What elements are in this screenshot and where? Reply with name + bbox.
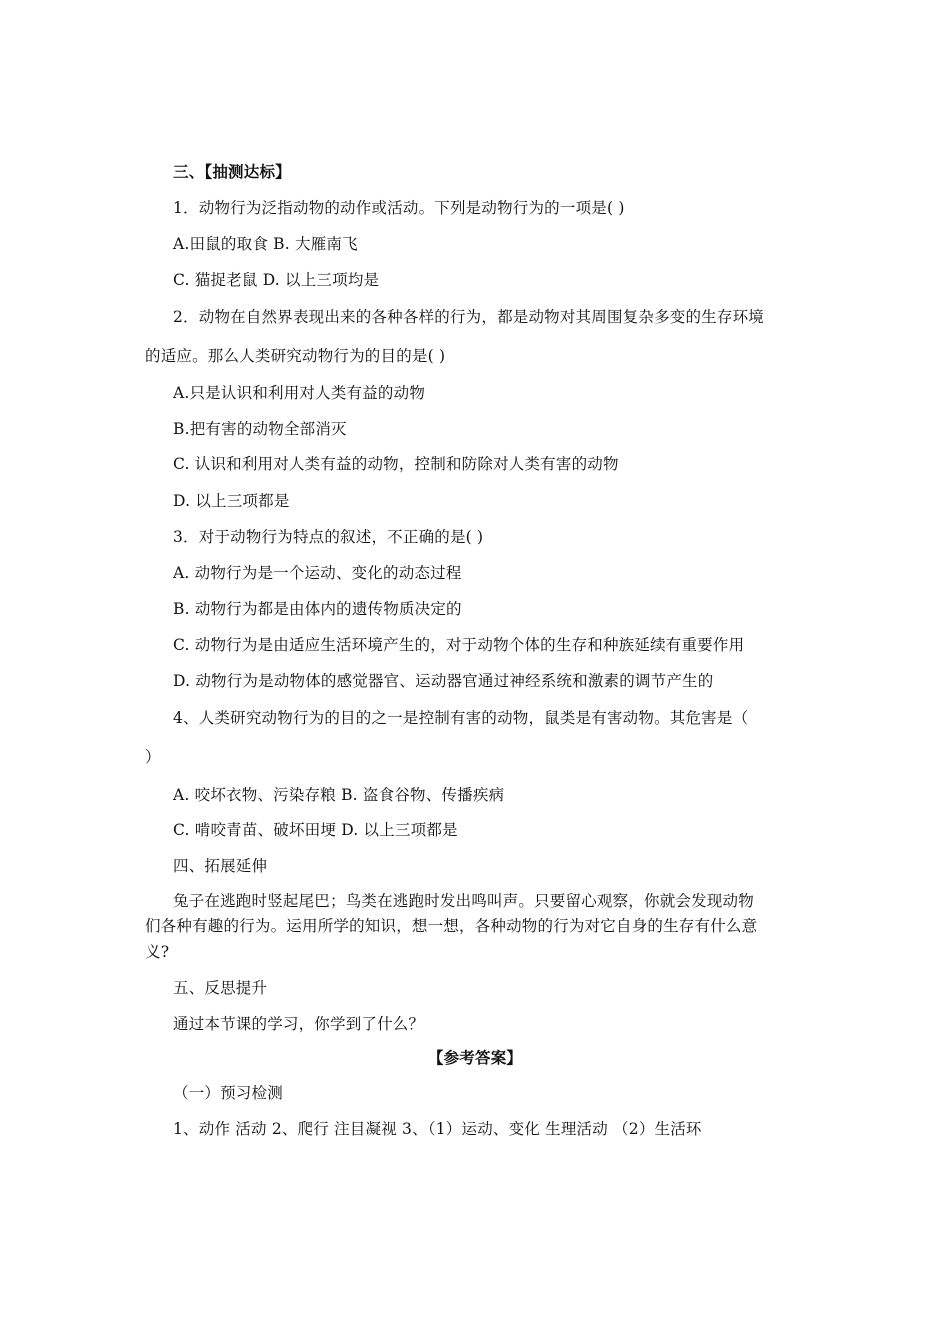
q3-option-b: B. 动物行为都是由体内的遗传物质决定的 (173, 600, 462, 618)
q4-stem-line2: ） (145, 748, 161, 766)
section3-heading: 三、【抽测达标】 (173, 162, 291, 181)
q1-stem: 1．动物行为泛指动物的动作或活动。下列是动物行为的一项是( ) (173, 199, 625, 217)
section4-para-line3: 义? (145, 943, 170, 961)
q3-option-c: C. 动物行为是由适应生活环境产生的，对于动物个体的生存和种族延续有重要作用 (173, 636, 745, 654)
q2-option-c: C. 认识和利用对人类有益的动物，控制和防除对人类有害的动物 (173, 455, 619, 473)
section4-para-line1: 兔子在逃跑时竖起尾巴；鸟类在逃跑时发出鸣叫声。只要留心观察，你就会发现动物 (173, 892, 754, 910)
section5-heading: 五、反思提升 (173, 979, 268, 997)
q3-option-a: A. 动物行为是一个运动、变化的动态过程 (173, 564, 462, 582)
section5-text: 通过本节课的学习，你学到了什么？ (173, 1015, 425, 1033)
q1-options-ab: A.田鼠的取食 B. 大雁南飞 (173, 235, 358, 253)
q2-option-a: A.只是认识和利用对人类有益的动物 (173, 384, 426, 402)
q3-stem: 3．对于动物行为特点的叙述，不正确的是( ) (173, 528, 484, 546)
q2-stem-line2: 的适应。那么人类研究动物行为的目的是( ) (145, 347, 446, 365)
q3-option-d: D. 动物行为是动物体的感觉器官、运动器官通过神经系统和激素的调节产生的 (173, 672, 714, 690)
section4-para-line2: 们各种有趣的行为。运用所学的知识，想一想，各种动物的行为对它自身的生存有什么意 (145, 917, 758, 935)
answers-subheading: （一）预习检测 (173, 1084, 283, 1102)
section4-heading: 四、拓展延伸 (173, 857, 268, 875)
answers-title: 【参考答案】 (427, 1048, 523, 1067)
q2-option-d: D. 以上三项都是 (173, 492, 290, 510)
q4-options-ab: A. 咬坏衣物、污染存粮 B. 盗食谷物、传播疾病 (173, 786, 505, 804)
q2-stem-line1: 2．动物在自然界表现出来的各种各样的行为，都是动物对其周围复杂多变的生存环境 (173, 308, 764, 326)
q2-option-b: B.把有害的动物全部消灭 (173, 420, 347, 438)
q1-options-cd: C. 猫捉老鼠 D. 以上三项均是 (173, 271, 380, 289)
answers-line1: 1、动作 活动 2、爬行 注目凝视 3、（1）运动、变化 生理活动 （2）生活环 (173, 1120, 702, 1138)
q4-stem-line1: 4、人类研究动物行为的目的之一是控制有害的动物，鼠类是有害动物。其危害是（ (173, 709, 749, 727)
q4-options-cd: C. 啃咬青苗、破坏田埂 D. 以上三项都是 (173, 821, 458, 839)
